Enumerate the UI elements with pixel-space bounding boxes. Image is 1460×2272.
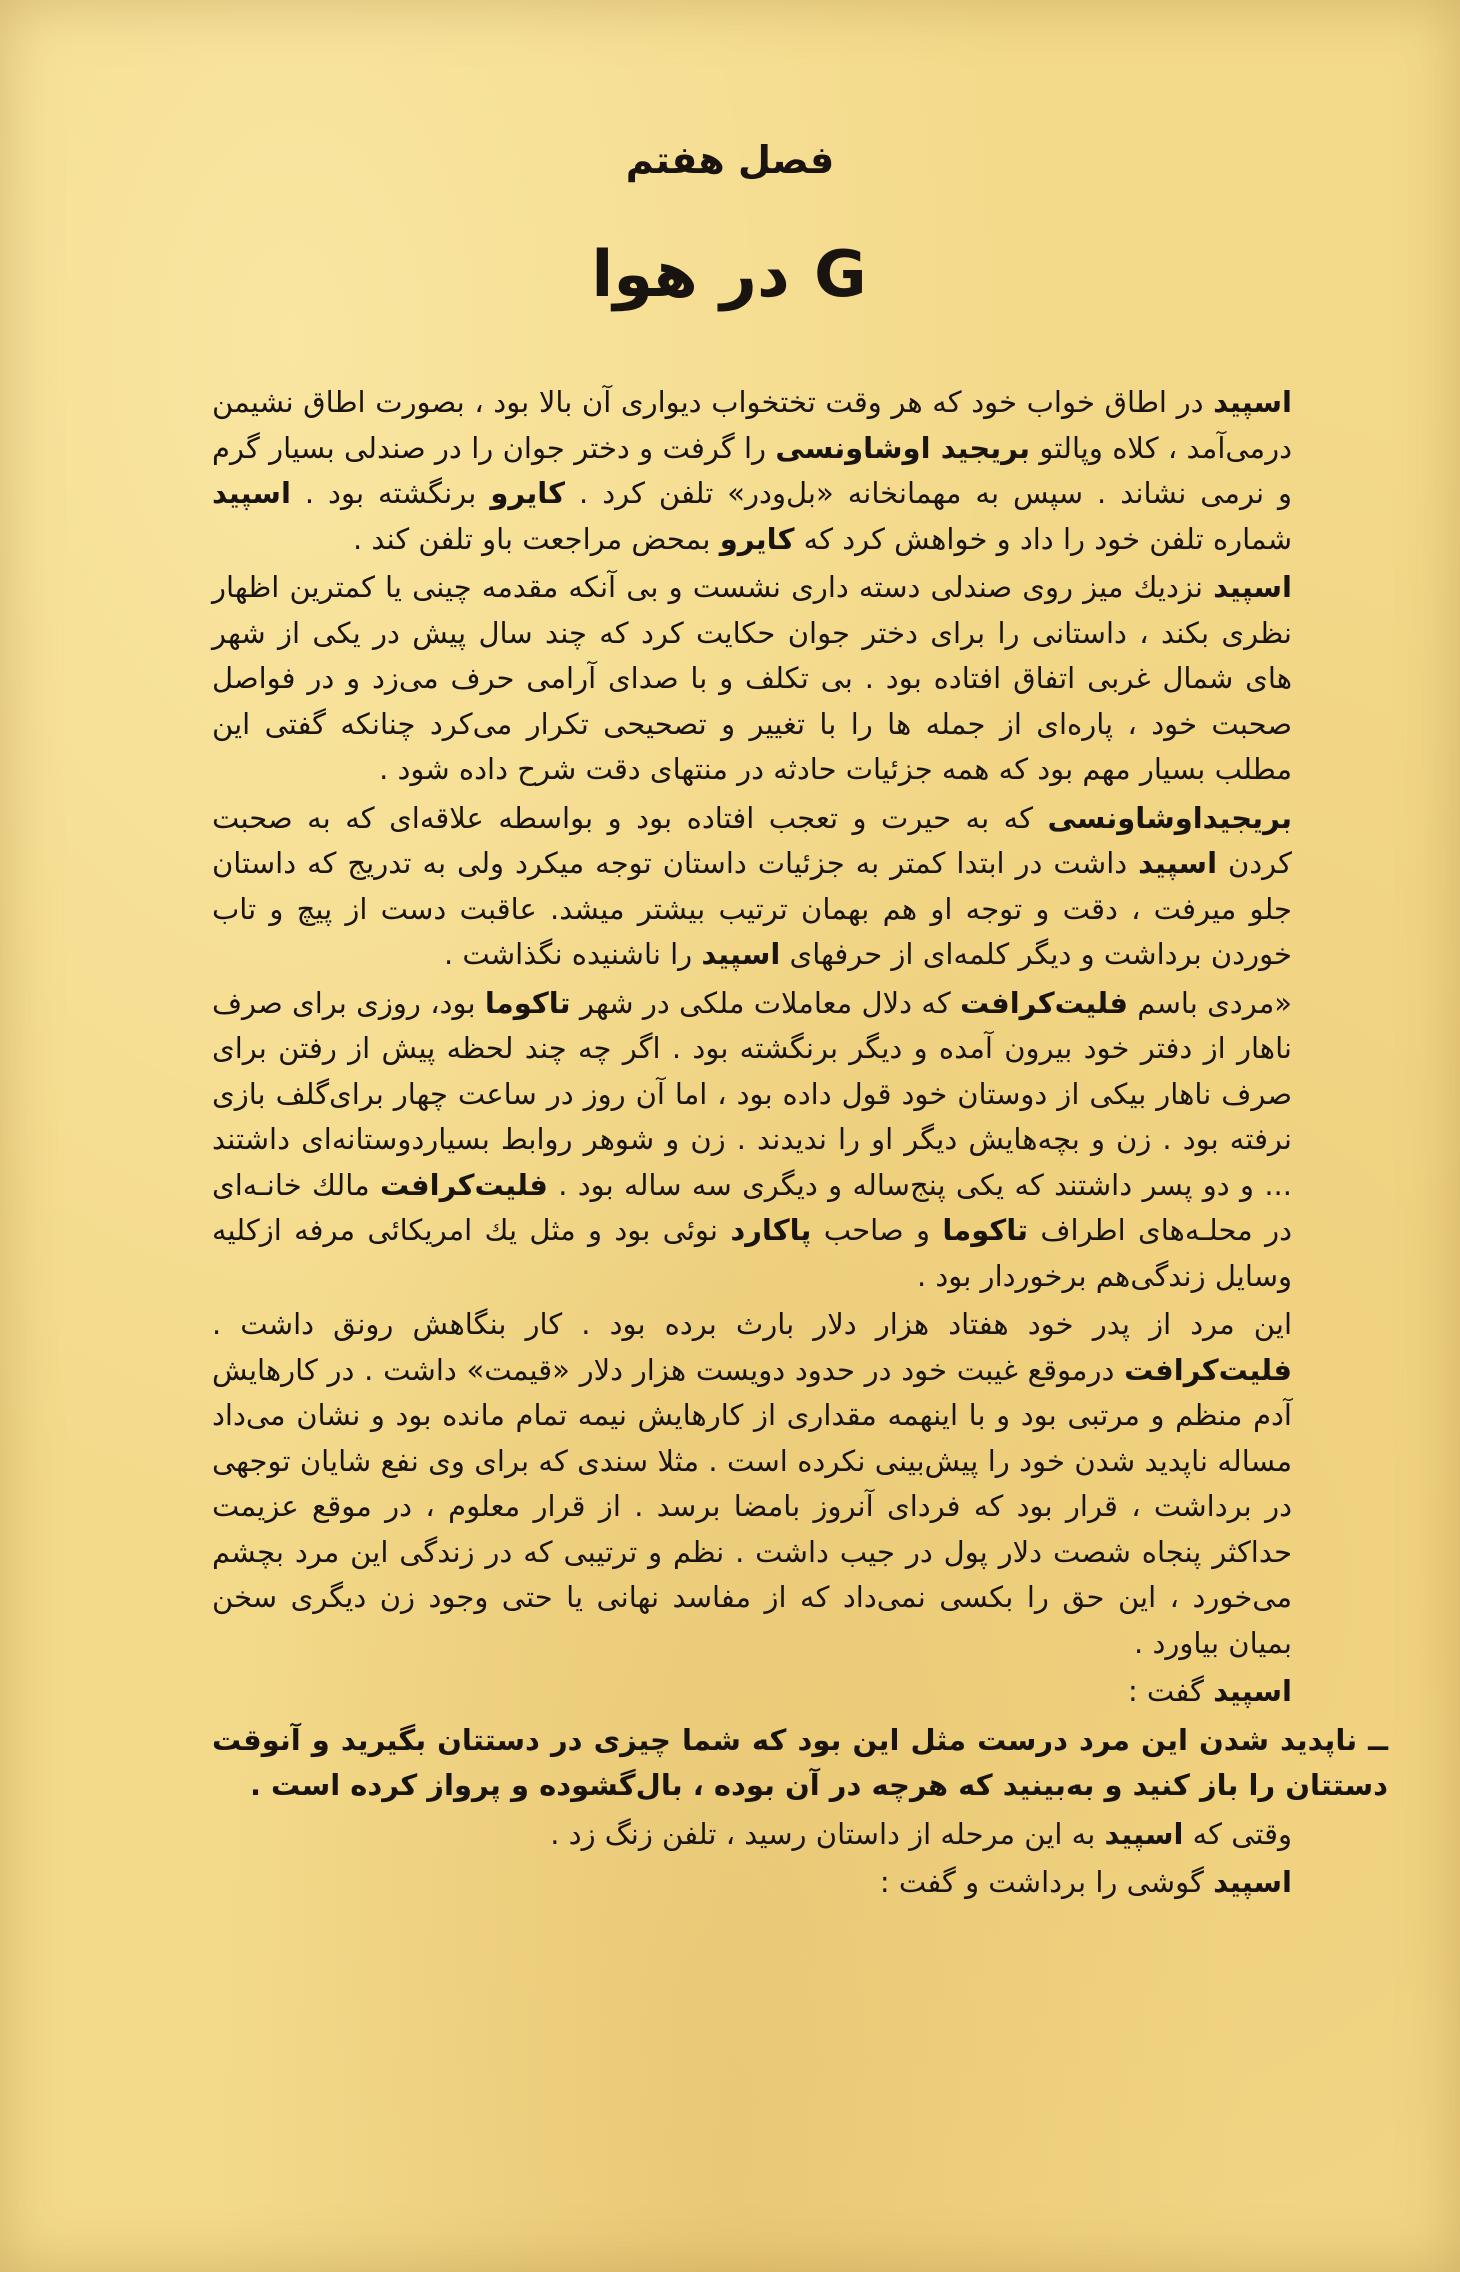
text-run: نزدیك میز روی صندلی دسته داری نشست و بی آنکه مقدمه چینی یا کمترین اظهار نظری بکند ، داستانی را برای دختر جوان حکایت کرد که چند سال پیش در یکی از شهر های شمال غربی اتفاق افتاده بود . بی تکلف و با صدای آرامی حرف می‌زد و در فواصل صحبت خود ، پاره‌ای از جمله ها را با تغییر و تصحیحی تکرار می‌کرد چنانکه گفتی این مطلب بسیار مهم بود که همه جزئیات حادثه در منتهای دقت شرح داده شود . bbox=[212, 570, 1292, 786]
text-run: اسپید bbox=[1213, 385, 1292, 419]
text-run: فلیت‌کرافت bbox=[379, 1167, 548, 1202]
text-run: را گرفت و دختر جوان را در صندلی بسیار گرم و نرمی نشاند . سپس به مهمانخانه «بل‌ودر» تلفن کرد . bbox=[212, 430, 1292, 510]
paragraph-5 bbox=[212, 1302, 1388, 1666]
text-run: گفت : bbox=[1127, 1674, 1214, 1708]
text-run: اسپید bbox=[701, 937, 781, 971]
text-run: مالك خانـه‌ای در محلـه‌های اطراف bbox=[212, 1167, 1292, 1247]
text-run: فلیت‌کرافت bbox=[960, 985, 1128, 1020]
text-run: اسپید bbox=[1104, 1816, 1184, 1851]
text-run: و صاحب bbox=[811, 1213, 943, 1247]
text-run: وقتی که bbox=[1183, 1816, 1292, 1851]
body-text bbox=[212, 380, 1388, 1909]
text-run: این مرد از پدر خود هفتاد هزار دلار بارث برده بود . کار بنگاهش رونق داشت . bbox=[212, 1307, 1292, 1341]
text-run: در اطاق خواب خود که هر وقت تختخواب دیواری آن بالا بود ، بصورت اطاق نشیمن درمی‌آمد ، کلاه وپالتو bbox=[212, 385, 1292, 465]
text-run: بود، روزی برای صرف ناهار از دفتر خود بیرون آمده و دیگر برنگشته بود . اگر چه چند لحظه پیش از رفتن برای صرف ناهار بیکی از دوستان خود قول داده بود ، اما آن روز در ساعت چهار برای‌گلف بازی نرفته بود . زن و بچه‌هایش دیگر او را ندیدند . زن و شوهر روابط بسیاردوستانه‌ای داشتند ... و دو پسر داشتند که یکی پنج‌ساله و دیگری سه ساله بود . bbox=[212, 985, 1292, 1202]
text-run: را ناشنیده نگذاشت . bbox=[443, 937, 702, 971]
text-run: پاکارد bbox=[730, 1213, 812, 1247]
paragraph-6 bbox=[212, 1669, 1388, 1715]
paragraph-3 bbox=[212, 796, 1388, 978]
text-run: اسپید bbox=[1213, 1674, 1292, 1708]
text-run: تاکوما bbox=[484, 985, 571, 1020]
text-run: به این مرحله از داستان رسید ، تلفن زنگ زد . bbox=[550, 1816, 1105, 1851]
paragraph-2 bbox=[212, 565, 1388, 793]
text-run: اسپید bbox=[1213, 570, 1292, 604]
text-run: که به حیرت و تعجب افتاده بود و بواسطه علاقه‌ای که به صحبت کردن bbox=[212, 800, 1292, 880]
text-run: بمحض مراجعت باو تلفن کند . bbox=[353, 521, 720, 556]
text-run: فلیت‌کرافت bbox=[1124, 1352, 1292, 1387]
text-run: تاکوما bbox=[942, 1213, 1029, 1247]
chapter-title: G در هوا bbox=[591, 238, 869, 312]
text-run: ــ ناپدید شدن این مرد درست مثل این بود که شما چیزی در دستتان بگیرید و آنوقت دستتان را باز کنید و به‌بینید که هرچه در آن بوده ، بال‌گشوده و پرواز کرده است . bbox=[212, 1722, 1388, 1802]
text-run: گوشی را برداشت و گفت : bbox=[879, 1865, 1214, 1899]
text-run: «مردی باسم bbox=[1127, 985, 1292, 1020]
text-run: بریجید اوشاونسی bbox=[775, 430, 1031, 465]
text-run: بریجیداوشاونسی bbox=[1047, 800, 1292, 835]
chapter-heading: فصل هفتم bbox=[625, 138, 835, 182]
text-run: شماره تلفن خود را داد و خواهش کرد که bbox=[794, 521, 1292, 556]
text-run: کایرو bbox=[719, 521, 795, 556]
text-run: داشت در ابتدا کمتر به جزئیات داستان توجه میکرد ولی به تدریج که داستان جلو میرفت ، دقت و توجه او هم بهمان ترتیب بیشتر میشد. عاقبت دست از پیچ و تاب خوردن برداشت و دیگر کلمه‌ای از حرفهای bbox=[212, 846, 1292, 971]
text-run: اسپید bbox=[1138, 846, 1218, 880]
paragraph-9 bbox=[212, 1860, 1388, 1906]
text-run: درموقع غیبت خود در حدود دویست هزار دلار «قیمت» داشت . در کارهایش آدم منظم و مرتبی بود و با اینهمه مقداری از کارهایش نیمه تمام مانده بود و نشان می‌داد مساله ناپدید شدن خود را پیش‌بینی نکرده است . مثلا سندی که برای وی نفع شایان توجهی در برداشت ، قرار بود که فردای آنروز بامضا برسد . از قرار معلوم ، در موقع عزیمت حداکثر پنجاه شصت دلار پول در جیب داشت . نظم و ترتیبی که در زندگی این مرد بچشم می‌خورد ، این حق را بکسی نمی‌داد که از مفاسد نهانی یا حتی وجود زن دیگری سخن بمیان بیاورد . bbox=[212, 1352, 1292, 1660]
text-run: نوئی بود و مثل یك امریکائی مرفه ازکلیه وسایل زندگی‌هم برخوردار بود . bbox=[212, 1213, 1292, 1293]
paragraph-8 bbox=[212, 1812, 1388, 1858]
text-run: برنگشته بود . bbox=[290, 476, 491, 510]
paragraph-1 bbox=[212, 380, 1388, 562]
paragraph-7 bbox=[212, 1718, 1388, 1809]
text-run: اسپید bbox=[212, 476, 291, 510]
text-run: کایرو bbox=[490, 476, 566, 510]
text-run: اسپید bbox=[1213, 1865, 1292, 1899]
paragraph-4 bbox=[212, 981, 1388, 1300]
text-run: که دلال معاملات ملکی در شهر bbox=[570, 985, 961, 1020]
